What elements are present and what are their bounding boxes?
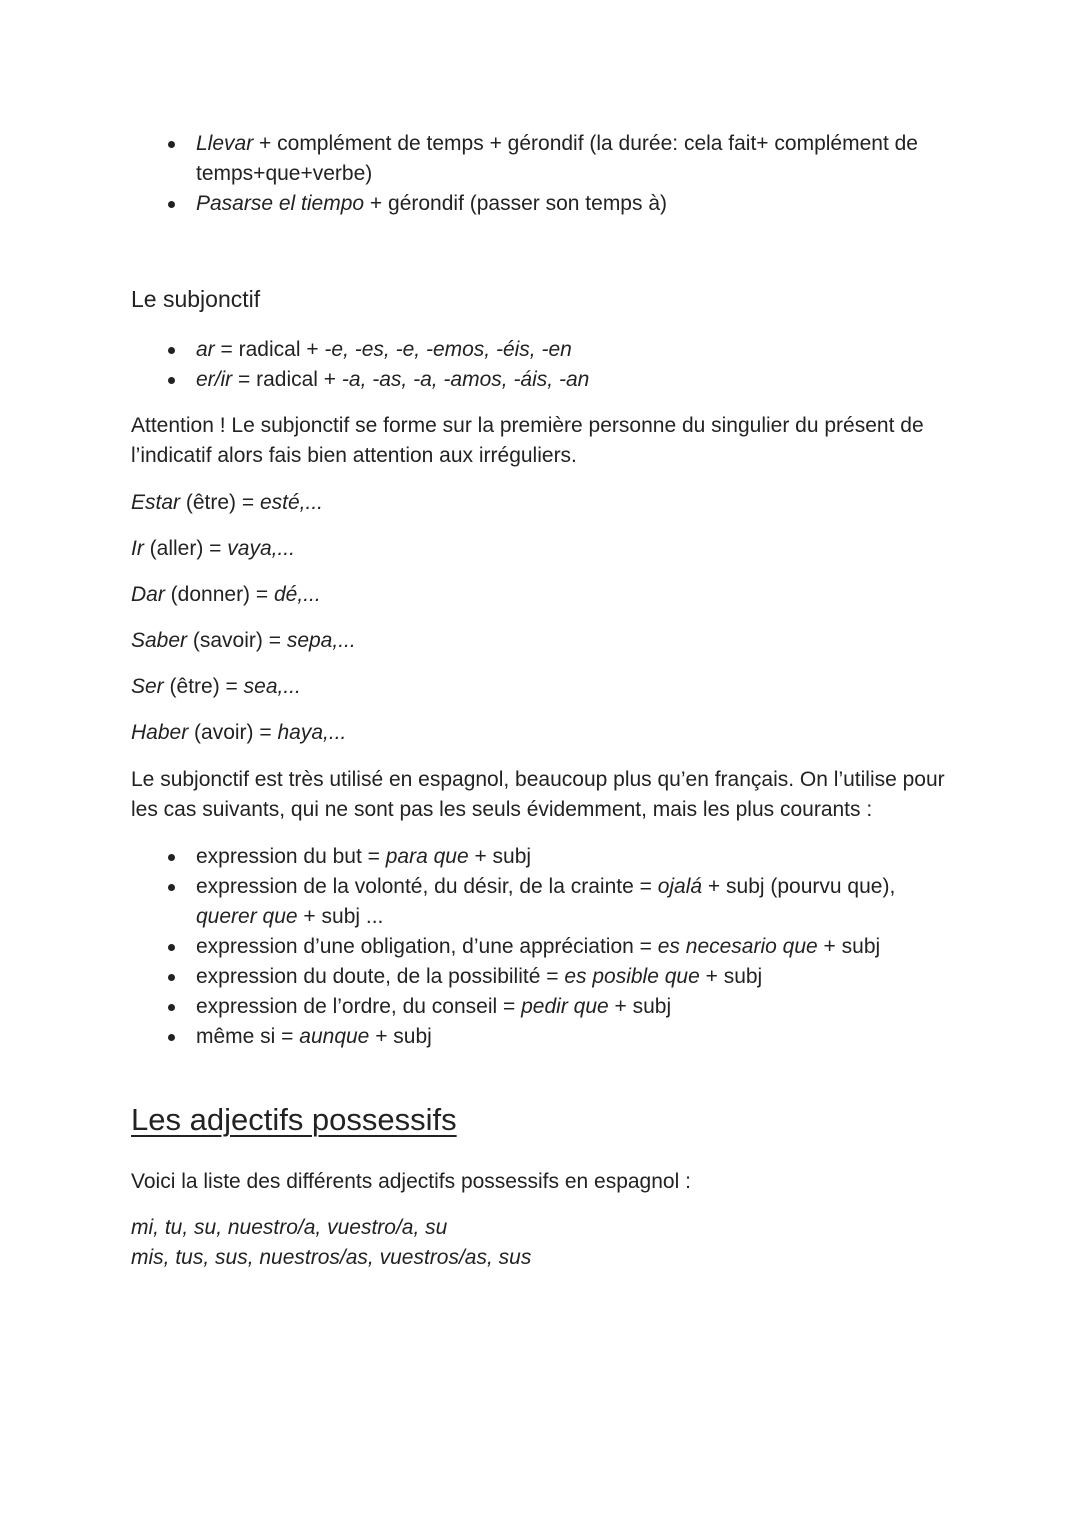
warning-paragraph: Attention ! Le subjonctif se forme sur la première personne du singulier du présent de l’indicatif alors fais bien attention aux irréguliers. [131, 414, 924, 467]
possessive-singular: mi, tu, su, nuestro/a, vuestro/a, su [131, 1216, 448, 1239]
list-item: expression de l’ordre, du conseil = pedir que + subj [131, 992, 961, 1022]
list-item: expression du doute, de la possibilité = es posible que + subj [131, 962, 961, 992]
subjunctive-endings-list [131, 335, 961, 395]
list-item: er/ir = radical + -a, -as, -a, -amos, -áis, -an [131, 365, 961, 395]
usage-intro: Le subjonctif est très utilisé en espagnol, beaucoup plus qu’en français. On l’utilise pour les cas suivants, qui ne sont pas les seuls évidemment, mais les plus courants : [131, 768, 945, 821]
irregular-verb: Estar (être) = esté,... [131, 491, 323, 514]
irregular-verb: Ser (être) = sea,... [131, 675, 301, 698]
irregular-verb: Dar (donner) = dé,... [131, 583, 321, 606]
list-item: Pasarse el tiempo + gérondif (passer son temps à) [131, 189, 961, 219]
list-item: expression du but = para que + subj [131, 842, 961, 872]
list-item: même si = aunque + subj [131, 1022, 961, 1052]
subjunctive-uses-list [131, 842, 961, 1052]
irregular-verb: Ir (aller) = vaya,... [131, 537, 295, 560]
irregular-verb: Haber (avoir) = haya,... [131, 721, 347, 744]
list-item: expression de la volonté, du désir, de la crainte = ojalá + subj (pourvu que), querer que + subj ... [131, 872, 961, 932]
possessive-heading: Les adjectifs possessifs [131, 1102, 457, 1137]
irregular-verb: Saber (savoir) = sepa,... [131, 629, 356, 652]
gerund-list [131, 129, 961, 219]
list-item: ar = radical + -e, -es, -e, -emos, -éis, -en [131, 335, 961, 365]
list-item: Llevar + complément de temps + gérondif (la durée: cela fait+ complément de temps+que+verbe) [131, 129, 961, 189]
possessive-intro: Voici la liste des différents adjectifs possessifs en espagnol : [131, 1170, 691, 1193]
subjunctive-heading: Le subjonctif [131, 286, 261, 312]
list-item: expression d’une obligation, d’une appréciation = es necesario que + subj [131, 932, 961, 962]
possessive-plural: mis, tus, sus, nuestros/as, vuestros/as, sus [131, 1246, 532, 1269]
